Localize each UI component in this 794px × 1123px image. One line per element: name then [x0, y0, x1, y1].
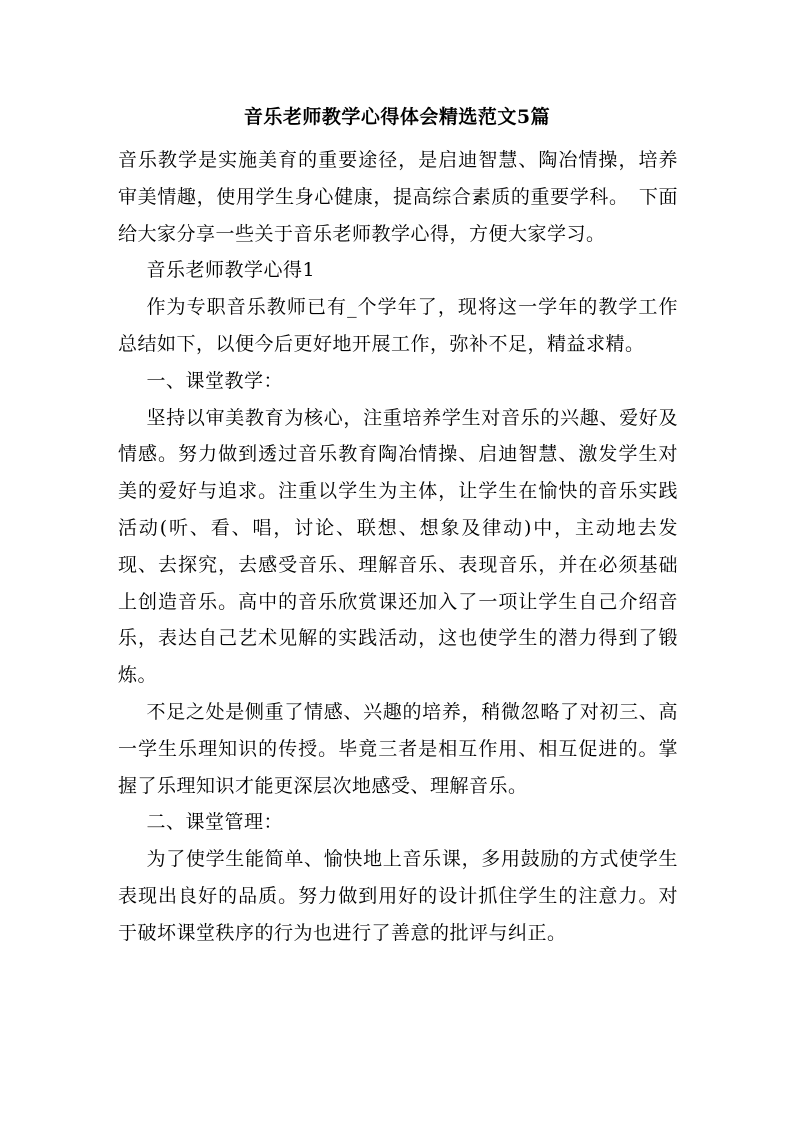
paragraph-shortcomings: 不足之处是侧重了情感、兴趣的培养，稍微忽略了对初三、高一学生乐理知识的传授。毕竟三者是相互作用、相互促进的。掌握了乐理知识才能更深层次地感受、理解音乐。 — [118, 700, 678, 797]
document-title: 音乐老师教学心得体会精选范文5篇 — [243, 106, 551, 128]
subheading-classroom-management: 二、课堂管理： — [146, 811, 284, 834]
intro-paragraph: 音乐教学是实施美育的重要途径，是启迪智慧、陶冶情操，培养审美情趣，使用学生身心健康，提高综合素质的重要学科。 下面给大家分享一些关于音乐老师教学心得，方便大家学习。 — [118, 149, 678, 245]
subheading-classroom-teaching: 一、课堂教学： — [146, 369, 284, 392]
section-heading-1: 音乐老师教学心得1 — [146, 259, 316, 282]
paragraph-overview: 作为专职音乐教师已有_个学年了，现将这一学年的教学工作总结如下，以便今后更好地开展工作，弥补不足，精益求精。 — [118, 296, 678, 355]
document-body — [118, 142, 678, 952]
paragraph-management-details: 为了使学生能简单、愉快地上音乐课，多用鼓励的方式使学生表现出良好的品质。努力做到用好的设计抓住学生的注意力。对于破坏课堂秩序的行为也进行了善意的批评与纠正。 — [118, 848, 678, 944]
paragraph-teaching-details: 坚持以审美教育为核心，注重培养学生对音乐的兴趣、爱好及情感。努力做到透过音乐教育陶冶情操、启迪智慧、激发学生对美的爱好与追求。注重以学生为主体，让学生在愉快的音乐实践活动(听、看、唱，讨论、联想、想象及律动)中，主动地去发现、去探究，去感受音乐、理解音乐、表现音乐，并在必须基础上创造音乐。高中的音乐欣赏课还加入了一项让学生自己介绍音乐，表达自己艺术见解的实践活动，这也使学生的潜力得到了锻炼。 — [118, 406, 678, 687]
